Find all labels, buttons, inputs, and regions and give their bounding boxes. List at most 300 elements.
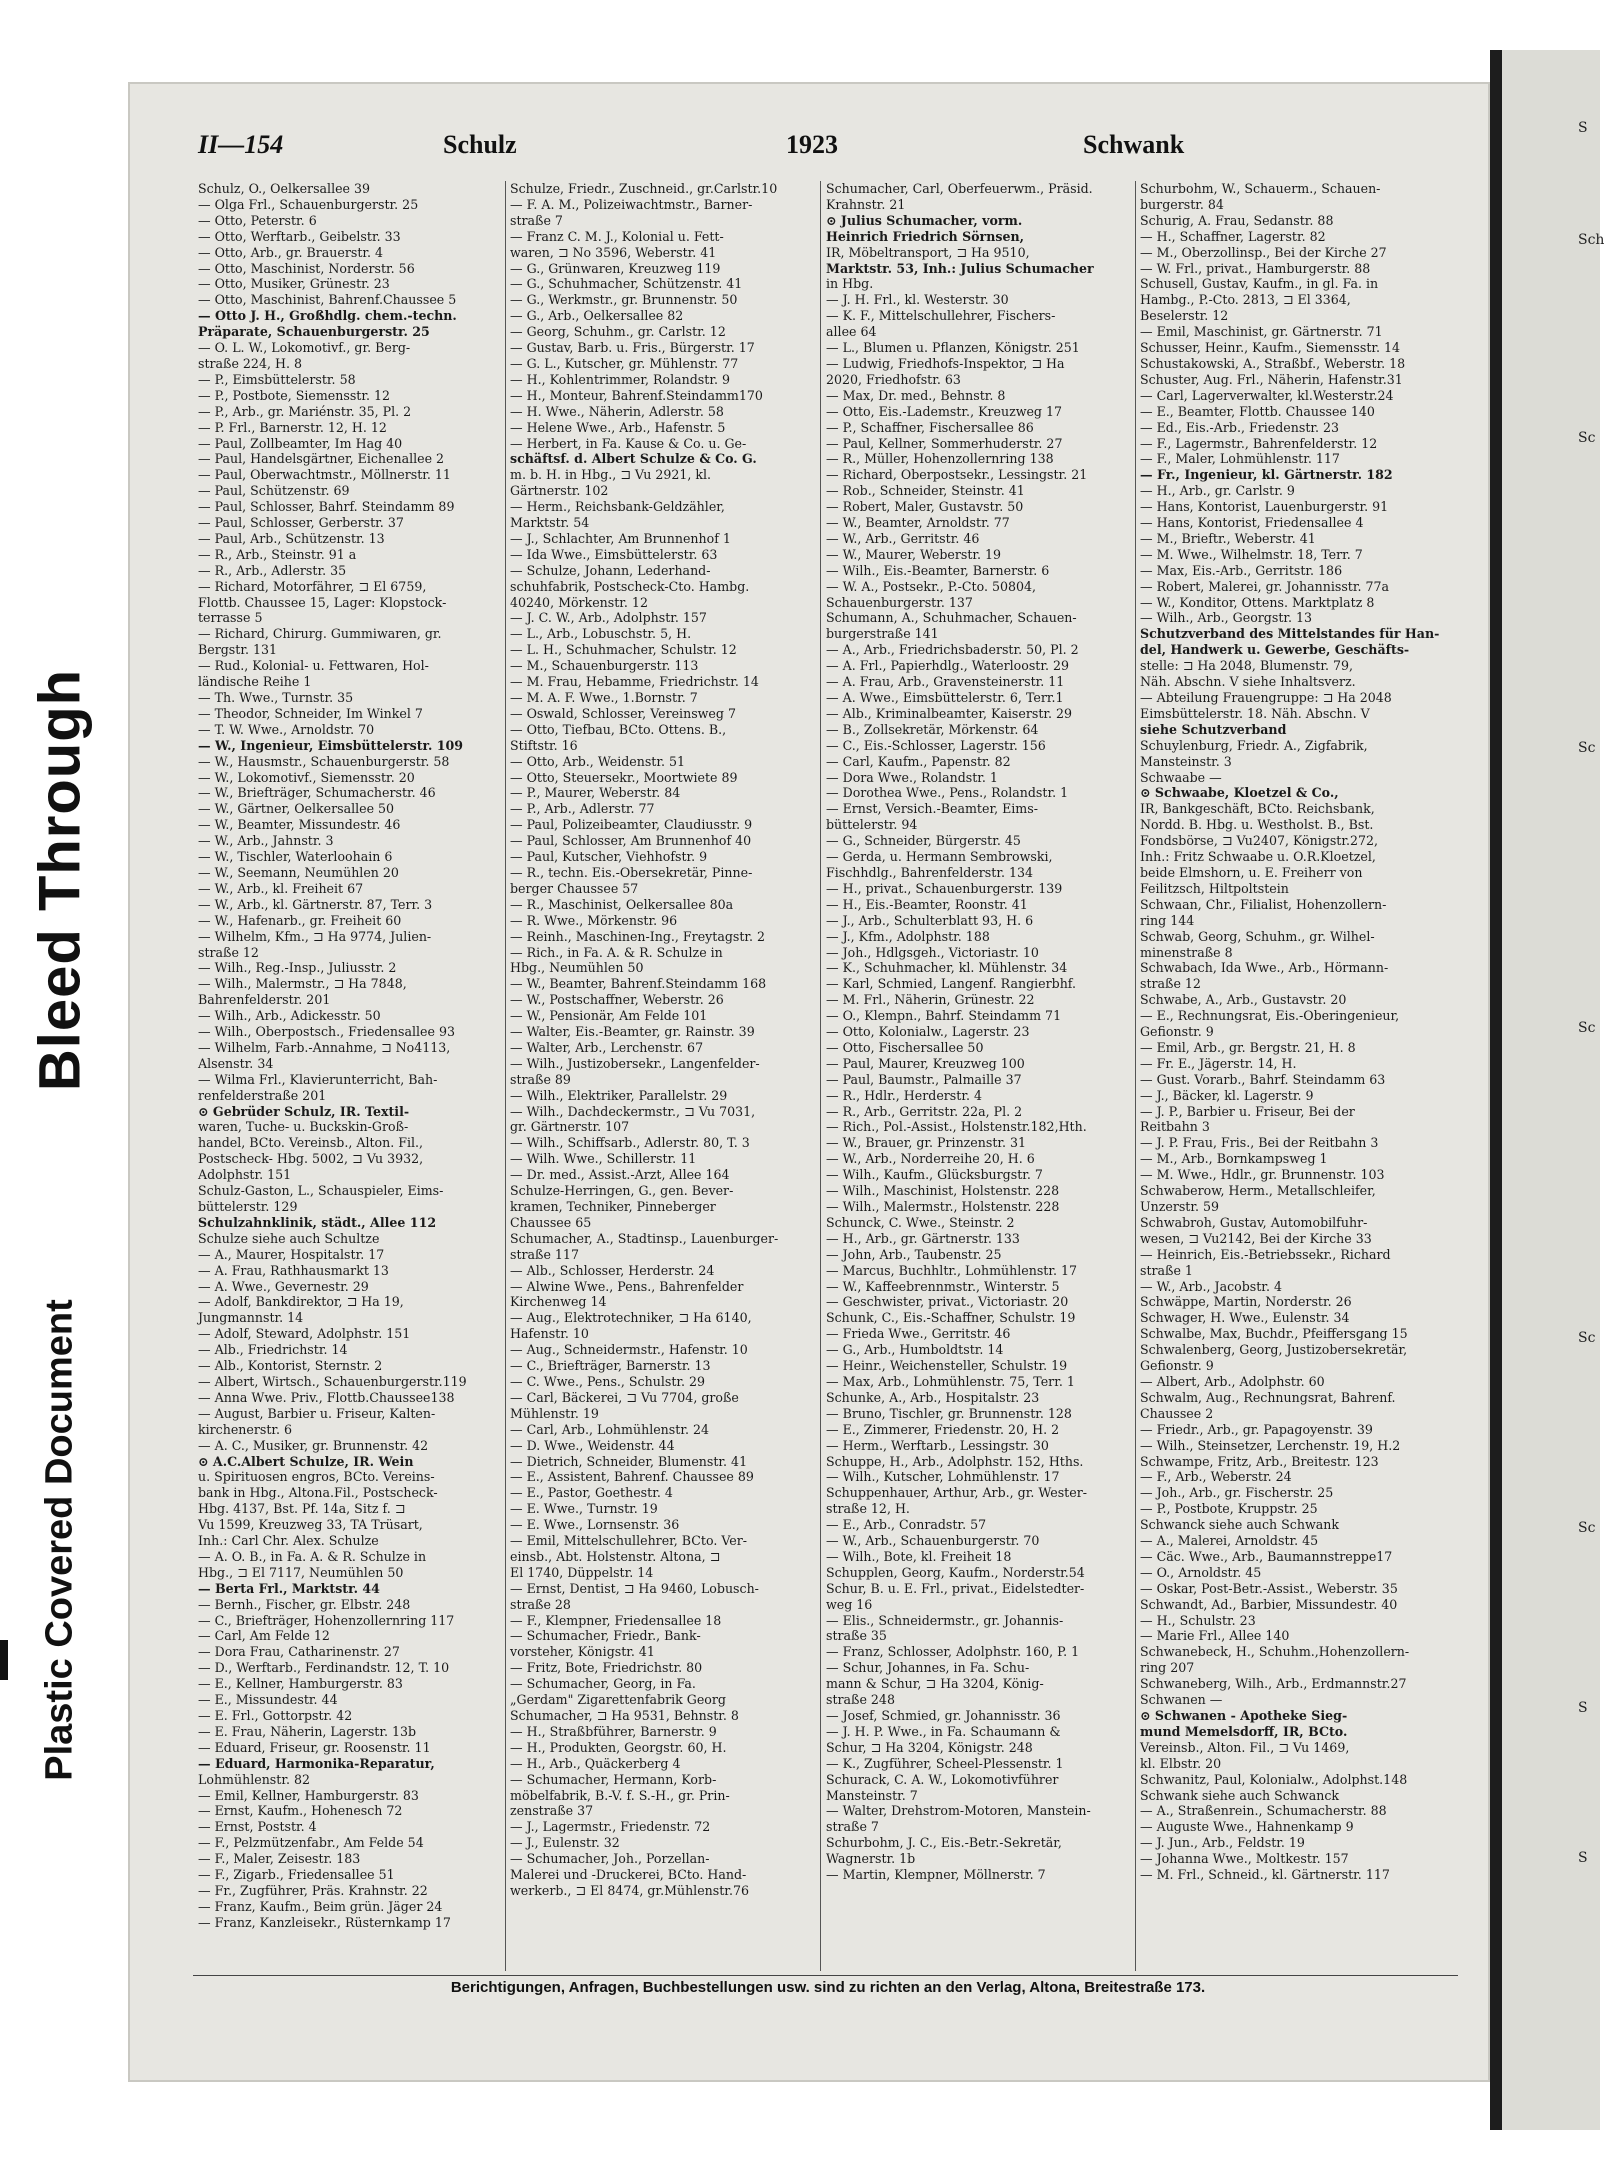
entries-column-2 — [510, 181, 822, 1981]
directory-page — [128, 82, 1490, 2082]
directory-entry-line: — Marie Frl., Allee 140 — [1140, 1628, 1290, 1644]
directory-entry-line: Schuylenburg, Friedr. A., Zigfabrik, — [1140, 737, 1368, 753]
directory-entry-line: Stiftstr. 16 — [510, 737, 578, 753]
directory-entry-line: — Wilh. Wwe., Schillerstr. 11 — [510, 1151, 697, 1167]
directory-entry-line: zenstraße 37 — [510, 1803, 594, 1819]
directory-entry-line: — Max, Dr. med., Behnstr. 8 — [826, 387, 1006, 403]
entries-column-1 — [198, 181, 508, 1981]
directory-entry-line: ⊙ Schwanen - Apotheke Sieg- — [1140, 1708, 1348, 1723]
directory-entry-line: Schulz-Gaston, L., Schauspieler, Eims- — [198, 1183, 444, 1199]
directory-entry-line: Schuppe, H., Arb., Adolphstr. 152, Hths. — [826, 1453, 1084, 1469]
directory-entry-line: — Otto J. H., Großhdlg. chem.-techn. — [198, 308, 457, 324]
directory-entry-line: — Otto, Steuersekr., Moortwiete 89 — [510, 769, 738, 785]
directory-entry-line: — Dr. med., Assist.-Arzt, Allee 164 — [510, 1167, 730, 1183]
directory-entry-line: — Ludwig, Friedhofs-Inspektor, ⊐ Ha — [826, 355, 1065, 371]
directory-entry-line: — Karl, Schmied, Langenf. Rangierbhf. — [826, 976, 1077, 992]
directory-entry-line: Schwalm, Aug., Rechnungsrat, Bahrenf. — [1140, 1389, 1396, 1405]
directory-entry-line: — Schur, Johannes, in Fa. Schu- — [826, 1660, 1030, 1676]
directory-entry-line: — Albert, Wirtsch., Schauenburgerstr.119 — [198, 1373, 467, 1389]
adjacent-page-fragment: Sc — [1578, 430, 1596, 446]
directory-entry-line: Schwabach, Ida Wwe., Arb., Hörmann- — [1140, 960, 1389, 976]
directory-entry-line: — K. F., Mittelschullehrer, Fischers- — [826, 308, 1056, 324]
directory-entry-line: Schwandt, Ad., Barbier, Missundestr. 40 — [1140, 1596, 1398, 1612]
edge-mark — [0, 1640, 8, 1680]
directory-entry-line: — Gerda, u. Hermann Sembrowski, — [826, 849, 1053, 865]
directory-entry-line: schuhfabrik, Postscheck-Cto. Hambg. — [510, 578, 750, 594]
column-divider — [1135, 181, 1136, 1971]
directory-entry-line: — Rich., in Fa. A. & R. Schulze in — [510, 944, 723, 960]
directory-entry-line: — W., Arb., Gerritstr. 46 — [826, 530, 980, 546]
directory-entry-line: — P., Postbote, Kruppstr. 25 — [1140, 1501, 1318, 1517]
directory-entry-line: Chaussee 65 — [510, 1214, 592, 1230]
directory-entry-line: ring 207 — [1140, 1660, 1195, 1676]
directory-entry-line: terrasse 5 — [198, 610, 263, 626]
adjacent-page-fragment: Sch — [1578, 232, 1604, 248]
directory-entry-line: straße 12 — [198, 944, 259, 960]
directory-entry-line: — M., Brieftr., Weberstr. 41 — [1140, 530, 1316, 546]
directory-entry-line: — Wilh., Arb., Georgstr. 13 — [1140, 610, 1313, 626]
directory-entry-line: 2020, Friedhofstr. 63 — [826, 371, 961, 387]
directory-entry-line: — J., Bäcker, kl. Lagerstr. 9 — [1140, 1087, 1314, 1103]
directory-entry-line: — Carl, Lagerverwalter, kl.Westerstr.24 — [1140, 387, 1394, 403]
directory-entry-line: straße 12 — [1140, 976, 1201, 992]
directory-entry-line: — K., Zugführer, Scheel-Plessenstr. 1 — [826, 1755, 1064, 1771]
directory-entry-line: — Geschwister, privat., Victoriastr. 20 — [826, 1294, 1069, 1310]
directory-entry-line: — A., Malerei, Arnoldstr. 45 — [1140, 1533, 1319, 1549]
directory-entry-line: Schwank siehe auch Schwanck — [1140, 1787, 1339, 1803]
directory-entry-line: Marktstr. 54 — [510, 515, 590, 531]
directory-entry-line: Schusell, Gustav, Kaufm., in gl. Fa. in — [1140, 276, 1379, 292]
directory-entry-line: — Wilh., Dachdeckermstr., ⊐ Vu 7031, — [510, 1103, 756, 1119]
directory-entry-line: — W. Frl., privat., Hamburgerstr. 88 — [1140, 260, 1371, 276]
directory-entry-line: — Th. Wwe., Turnstr. 35 — [198, 690, 354, 705]
directory-entry-line: straße 28 — [510, 1596, 571, 1612]
directory-entry-line: Schwanitz, Paul, Kolonialw., Adolphst.148 — [1140, 1771, 1408, 1787]
adjacent-page-fragment: Sc — [1578, 1520, 1596, 1536]
directory-entry-line: — C., Eis.-Schlosser, Lagerstr. 156 — [826, 737, 1046, 753]
directory-entry-line: — M., Schauenburgerstr. 113 — [510, 658, 699, 674]
directory-entry-line: renfelderstraße 201 — [198, 1087, 327, 1103]
directory-entry-line: — Fr., Zugführer, Präs. Krahnstr. 22 — [198, 1882, 428, 1898]
directory-entry-line: — E., Missundestr. 44 — [198, 1692, 338, 1708]
directory-entry-line: minenstraße 8 — [1140, 944, 1233, 960]
directory-entry-line: — Wilh., Malermstr., ⊐ Ha 7848, — [198, 976, 407, 992]
directory-entry-line: Hambg., P.-Cto. 2813, ⊐ El 3364, — [1140, 292, 1351, 308]
directory-entry-line: — J. H. Frl., kl. Westerstr. 30 — [826, 292, 1009, 308]
directory-entry-line: — M. Frl., Näherin, Grünestr. 22 — [826, 992, 1035, 1008]
directory-entry-line: — Hans, Kontorist, Friedensallee 4 — [1140, 515, 1364, 531]
directory-entry-line: — Anna Wwe. Priv., Flottb.Chaussee138 — [198, 1389, 455, 1405]
directory-entry-line: — D., Werftarb., Ferdinandstr. 12, T. 10 — [198, 1660, 450, 1676]
directory-entry-line: — Richard, Motorfährer, ⊐ El 6759, — [198, 578, 427, 594]
directory-entry-line: — Wilh., Eis.-Beamter, Barnerstr. 6 — [826, 562, 1050, 578]
directory-entry-line: — H., Straßbführer, Barnerstr. 9 — [510, 1723, 717, 1739]
directory-entry-line: — R., Arb., Steinstr. 91 a — [198, 546, 357, 562]
directory-entry-line: — Paul, Schlosser, Bahrf. Steindamm 89 — [198, 499, 455, 515]
directory-entry-line: Schusser, Heinr., Kaufm., Siemensstr. 14 — [1140, 340, 1401, 356]
directory-entry-line: Inh.: Fritz Schwaabe u. O.R.Kloetzel, — [1140, 849, 1376, 865]
directory-entry-line: — W., Hausmstr., Schauenburgerstr. 58 — [198, 753, 450, 769]
directory-entry-line: — Paul, Schützenstr. 69 — [198, 483, 350, 499]
directory-entry-line: — Wilma Frl., Klavierunterricht, Bah- — [198, 1071, 438, 1087]
directory-entry-line: Schuster, Aug. Frl., Näherin, Hafenstr.31 — [1140, 371, 1403, 387]
directory-entry-line: Schunke, A., Arb., Hospitalstr. 23 — [826, 1389, 1040, 1405]
directory-entry-line: u. Spirituosen engros, BCto. Vereins- — [198, 1469, 435, 1485]
directory-entry-line: Schwampe, Fritz, Arb., Breitestr. 123 — [1140, 1453, 1379, 1469]
directory-entry-line: wesen, ⊐ Vu2142, Bei der Kirche 33 — [1140, 1230, 1372, 1246]
directory-entry-line: — Wilh., Reg.-Insp., Juliusstr. 2 — [198, 960, 397, 976]
directory-entry-line: — Wilhelm, Farb.-Annahme, ⊐ No4113, — [198, 1039, 451, 1055]
directory-entry-line: Schuppenhauer, Arthur, Arb., gr. Wester- — [826, 1485, 1087, 1501]
directory-entry-line: — Max, Arb., Lohmühlenstr. 75, Terr. 1 — [826, 1373, 1075, 1389]
directory-entry-line: — Rob., Schneider, Steinstr. 41 — [826, 483, 1025, 499]
directory-entry-line: — W., Gärtner, Oelkersallee 50 — [198, 801, 395, 817]
directory-entry-line: — Alwine Wwe., Pens., Bahrenfelder — [510, 1278, 744, 1294]
directory-entry-line: — W., Kaffeebrennmstr., Winterstr. 5 — [826, 1278, 1060, 1294]
directory-entry-line: Nordd. B. Hbg. u. Westholst. B., Bst. — [1140, 817, 1374, 833]
directory-entry-line: Vu 1599, Kreuzweg 33, TA Trüsart, — [198, 1517, 423, 1533]
directory-entry-line: — August, Barbier u. Friseur, Kalten- — [198, 1405, 436, 1421]
directory-entry-line: — G., Werkmstr., gr. Brunnenstr. 50 — [510, 292, 738, 308]
directory-entry-line: — M. Wwe., Wilhelmstr. 18, Terr. 7 — [1140, 546, 1363, 562]
directory-entry-line: — W., Maurer, Weberstr. 19 — [826, 546, 1002, 562]
side-label-panel — [0, 0, 120, 2177]
directory-entry-line: straße 1 — [1140, 1262, 1193, 1278]
directory-entry-line: — H., Produkten, Georgstr. 60, H. — [510, 1739, 727, 1755]
directory-entry-line: — Fritz, Bote, Friedrichstr. 80 — [510, 1660, 703, 1676]
entries-column-4 — [1140, 181, 1455, 1981]
directory-entry-line: — Carl, Bäckerei, ⊐ Vu 7704, große — [510, 1389, 739, 1405]
directory-entry-line: — Oswald, Schlosser, Vereinsweg 7 — [510, 705, 736, 721]
directory-entry-line: — H., Schulstr. 23 — [1140, 1612, 1256, 1628]
directory-entry-line: — J., Kfm., Adolphstr. 188 — [826, 928, 990, 944]
directory-entry-line: — Otto, Arb., gr. Brauerstr. 4 — [198, 244, 384, 260]
directory-entry-line: — Eduard, Friseur, gr. Roosenstr. 11 — [198, 1739, 431, 1755]
directory-entry-line: — Paul, Baumstr., Palmaille 37 — [826, 1071, 1022, 1087]
directory-entry-line: — A. O. B., in Fa. A. & R. Schulze in — [198, 1548, 427, 1564]
directory-entry-line: — R., Müller, Hohenzollernring 138 — [826, 451, 1054, 467]
directory-entry-line: — L., Blumen u. Pflanzen, Königstr. 251 — [826, 340, 1080, 356]
directory-entry-line: — Walter, Arb., Lerchenstr. 67 — [510, 1039, 704, 1055]
directory-entry-line: — Otto, Eis.-Lademstr., Kreuzweg 17 — [826, 403, 1063, 419]
header-year: 1923 — [786, 130, 838, 159]
directory-entry-line: ⊙ A.C.Albert Schulze, IR. Wein — [198, 1453, 414, 1469]
directory-entry-line: — W. A., Postsekr., P.-Cto. 50804, — [826, 578, 1037, 594]
directory-entry-line: — Carl, Arb., Lohmühlenstr. 24 — [510, 1421, 709, 1437]
directory-entry-line: — Joh., Arb., gr. Fischerstr. 25 — [1140, 1485, 1334, 1501]
directory-entry-line: Alsenstr. 34 — [198, 1055, 274, 1071]
directory-entry-line: — E. Frau, Näherin, Lagerstr. 13b — [198, 1723, 417, 1739]
directory-entry-line: Beselerstr. 12 — [1140, 308, 1229, 324]
directory-entry-line: — Herm., Werftarb., Lessingstr. 30 — [826, 1437, 1049, 1453]
directory-entry-line: El 1740, Düppelstr. 14 — [510, 1564, 654, 1580]
directory-entry-line: — P., Postbote, Siemensstr. 12 — [198, 387, 391, 403]
directory-entry-line: straße 117 — [510, 1246, 579, 1262]
directory-entry-line: — Dora Frau, Catharinenstr. 27 — [198, 1644, 400, 1660]
directory-entry-line: — H., Arb., Quäckerberg 4 — [510, 1755, 681, 1771]
directory-entry-line: — H., privat., Schauenburgerstr. 139 — [826, 880, 1063, 896]
directory-entry-line: waren, ⊐ No 3596, Weberstr. 41 — [510, 244, 717, 260]
directory-entry-line: — W., Arb., Jahnstr. 3 — [198, 833, 334, 849]
directory-entry-line: — W., Arb., Jacobstr. 4 — [1140, 1278, 1282, 1294]
directory-entry-line: — W., Konditor, Ottens. Marktplatz 8 — [1140, 594, 1375, 610]
directory-entry-line: Schwäppe, Martin, Norderstr. 26 — [1140, 1294, 1352, 1310]
adjacent-page-fragment: S — [1578, 1850, 1588, 1866]
directory-entry-line: — Albert, Arb., Adolphstr. 60 — [1140, 1373, 1325, 1389]
directory-entry-line: Hbg., Neumühlen 50 — [510, 960, 644, 976]
directory-entry-line: — F., Klempner, Friedensallee 18 — [510, 1612, 722, 1628]
directory-entry-line: stelle: ⊐ Ha 2048, Blumenstr. 79, — [1140, 658, 1354, 674]
directory-entry-line: — Otto, Tiefbau, BCto. Ottens. B., — [510, 721, 727, 737]
directory-entry-line: — G., Arb., Humboldtstr. 14 — [826, 1342, 1004, 1358]
directory-entry-line: kirchenerstr. 6 — [198, 1421, 293, 1437]
directory-entry-line: — E., Zimmerer, Friedenstr. 20, H. 2 — [826, 1421, 1060, 1437]
directory-entry-line: — Richard, Chirurg. Gummiwaren, gr. — [198, 626, 442, 642]
directory-entry-line: — A., Straßenrein., Schumacherstr. 88 — [1140, 1803, 1387, 1819]
directory-entry-line: — Joh., Hdlgsgeh., Victoriastr. 10 — [826, 944, 1039, 960]
directory-entry-line: Schurig, A. Frau, Sedanstr. 88 — [1140, 212, 1334, 228]
directory-entry-line: — W., Hafenarb., gr. Freiheit 60 — [198, 912, 402, 928]
directory-entry-line: — M., Arb., Bornkampsweg 1 — [1140, 1151, 1328, 1167]
directory-entry-line: — Adolf, Bankdirektor, ⊐ Ha 19, — [198, 1294, 404, 1310]
directory-entry-line: — R., Maschinist, Oelkersallee 80a — [510, 896, 734, 912]
directory-entry-line: — R., Hdlr., Herderstr. 4 — [826, 1087, 982, 1103]
directory-entry-line: — F., Maler, Lohmühlenstr. 117 — [1140, 451, 1340, 467]
directory-entry-line: 40240, Mörkenstr. 12 — [510, 594, 648, 610]
directory-entry-line: burgerstr. 84 — [1140, 196, 1224, 212]
directory-entry-line: — Ernst, Poststr. 4 — [198, 1819, 317, 1835]
directory-entry-line: Schwab, Georg, Schuhm., gr. Wilhel- — [1140, 928, 1375, 944]
directory-entry-line: — Josef, Schmied, gr. Johannisstr. 36 — [826, 1708, 1061, 1723]
directory-entry-line: kl. Elbstr. 20 — [1140, 1755, 1222, 1771]
directory-entry-line: — Paul, Arb., Schützenstr. 13 — [198, 530, 385, 546]
directory-entry-line: Hbg. 4137, Bst. Pf. 14a, Sitz f. ⊐ — [198, 1501, 406, 1517]
directory-entry-line: allee 64 — [826, 324, 877, 340]
directory-entry-line: — J., Arb., Schulterblatt 93, H. 6 — [826, 912, 1034, 928]
directory-entry-line: Schutzverband des Mittelstandes für Han- — [1140, 626, 1440, 642]
directory-entry-line: — J., Eulenstr. 32 — [510, 1835, 620, 1851]
directory-entry-line: — M., Oberzollinsp., Bei der Kirche 27 — [1140, 244, 1387, 260]
directory-entry-line: — P., Arb., gr. Mariénstr. 35, Pl. 2 — [198, 403, 412, 419]
directory-entry-line: — G. L., Kutscher, gr. Mühlenstr. 77 — [510, 355, 739, 371]
directory-entry-line: — Fr. E., Jägerstr. 14, H. — [1140, 1055, 1297, 1071]
directory-entry-line: — J., Lagermstr., Friedenstr. 72 — [510, 1819, 711, 1835]
directory-entry-line: ⊙ Gebrüder Schulz, IR. Textil- — [198, 1103, 410, 1119]
directory-entry-line: — Heinrich, Eis.-Betriebssekr., Richard — [1140, 1246, 1391, 1262]
directory-entry-line: gr. Gärtnerstr. 107 — [510, 1119, 630, 1135]
directory-entry-line: — Dora Wwe., Rolandstr. 1 — [826, 769, 998, 785]
directory-entry-line: Inh.: Carl Chr. Alex. Schulze — [198, 1533, 379, 1549]
directory-entry-line: — Otto, Musiker, Grünestr. 23 — [198, 276, 390, 292]
directory-entry-line: — Reinh., Maschinen-Ing., Freytagstr. 2 — [510, 928, 766, 944]
directory-entry-line: Schwaabe — — [1140, 769, 1222, 785]
directory-entry-line: Fondsbörse, ⊐ Vu2407, Königstr.272, — [1140, 833, 1379, 849]
directory-entry-line: — Wilh., Steinsetzer, Lerchenstr. 19, H.2 — [1140, 1437, 1401, 1453]
directory-entry-line: — L., Arb., Lobuschstr. 5, H. — [510, 626, 692, 642]
directory-entry-line: — Schulze, Johann, Lederhand- — [510, 562, 711, 578]
directory-entry-line: — E., Beamter, Flottb. Chaussee 140 — [1140, 403, 1375, 419]
directory-entry-line: — Wilh., Justizobersekr., Langenfelder- — [510, 1055, 760, 1071]
directory-entry-line: Schauenburgerstr. 137 — [826, 594, 973, 610]
directory-entry-line: — Alb., Schlosser, Herderstr. 24 — [510, 1262, 715, 1278]
directory-entry-line: m. b. H. in Hbg., ⊐ Vu 2921, kl. — [510, 467, 712, 483]
directory-entry-line: ⊙ Julius Schumacher, vorm. — [826, 212, 1023, 228]
directory-entry-line: mann & Schur, ⊐ Ha 3204, König- — [826, 1676, 1044, 1692]
directory-entry-line: Schwanebeck, H., Schuhm.,Hohenzollern- — [1140, 1644, 1410, 1660]
directory-entry-line: — A. Frau, Rathhausmarkt 13 — [198, 1262, 389, 1278]
directory-entry-line: — Oskar, Post-Betr.-Assist., Weberstr. 35 — [1140, 1580, 1398, 1596]
column-divider — [505, 181, 506, 1971]
header-last-name: Schwank — [1083, 130, 1185, 159]
directory-entry-line: — Ed., Eis.-Arb., Friedenstr. 23 — [1140, 419, 1340, 435]
directory-entry-line: siehe Schutzverband — [1140, 721, 1287, 737]
directory-entry-line: Bahrenfelderstr. 201 — [198, 992, 331, 1008]
directory-entry-line: — Max, Eis.-Arb., Gerritstr. 186 — [1140, 562, 1343, 578]
directory-entry-line: — Wilh., Elektriker, Parallelstr. 29 — [510, 1087, 728, 1103]
directory-entry-line: Schulze, Friedr., Zuschneid., gr.Carlstr.10 — [510, 181, 778, 196]
directory-entry-line: — Alb., Kriminalbeamter, Kaiserstr. 29 — [826, 705, 1073, 721]
directory-entry-line: burgerstraße 141 — [826, 626, 939, 642]
bleed-through-label: Bleed Through — [27, 668, 93, 1092]
directory-entry-line: — R., Arb., Adlerstr. 35 — [198, 562, 347, 578]
directory-entry-line: — F. A. M., Polizeiwachtmstr., Barner- — [510, 196, 753, 212]
directory-entry-line: — G., Grünwaren, Kreuzweg 119 — [510, 260, 721, 276]
directory-entry-line: — W., Ingenieur, Eimsbüttelerstr. 109 — [198, 737, 464, 753]
directory-entry-line: — Martin, Klempner, Möllnerstr. 7 — [826, 1867, 1046, 1883]
directory-entry-line: IR, Bankgeschäft, BCto. Reichsbank, — [1140, 801, 1375, 817]
directory-entry-line: — H. Wwe., Näherin, Adlerstr. 58 — [510, 403, 724, 419]
directory-entry-line: Malerei und -Druckerei, BCto. Hand- — [510, 1867, 747, 1883]
directory-entry-line: — Robert, Malerei, gr. Johannisstr. 77a — [1140, 578, 1390, 594]
directory-entry-line: — Wilh., Oberpostsch., Friedensallee 93 — [198, 1024, 455, 1040]
directory-entry-line: Schwanen — — [1140, 1692, 1223, 1708]
directory-entry-line: Schupplen, Georg, Kaufm., Norderstr.54 — [826, 1564, 1085, 1580]
directory-entry-line: Gefionstr. 9 — [1140, 1024, 1214, 1040]
directory-entry-line: — W., Postschaffner, Weberstr. 26 — [510, 992, 724, 1008]
directory-entry-line: Schunck, C. Wwe., Steinstr. 2 — [826, 1214, 1015, 1230]
directory-entry-line: vorsteher, Königstr. 41 — [510, 1644, 655, 1660]
footer-rule — [193, 1975, 1458, 1976]
directory-entry-line: — J., Schlachter, Am Brunnenhof 1 — [510, 530, 731, 546]
directory-entry-line: — B., Zollsekretär, Mörkenstr. 64 — [826, 721, 1039, 737]
directory-entry-line: — E., Pastor, Goethestr. 4 — [510, 1485, 673, 1501]
directory-entry-line: — F., Maler, Zeisestr. 183 — [198, 1851, 361, 1867]
directory-entry-line: straße 12, H. — [826, 1501, 910, 1517]
directory-entry-line: — Otto, Peterstr. 6 — [198, 212, 317, 228]
directory-entry-line: — M. A. F. Wwe., 1.Bornstr. 7 — [510, 690, 698, 705]
directory-entry-line: — W., Briefträger, Schumacherstr. 46 — [198, 785, 436, 801]
directory-entry-line: — A., Arb., Friedrichsbaderstr. 50, Pl. 2 — [826, 642, 1079, 658]
directory-entry-line: Postscheck- Hbg. 5002, ⊐ Vu 3932, — [198, 1151, 424, 1167]
directory-entry-line: — G., Schneider, Bürgerstr. 45 — [826, 833, 1021, 849]
directory-entry-line: ⊙ Schwaabe, Kloetzel & Co., — [1140, 785, 1339, 801]
directory-entry-line: Jungmannstr. 14 — [198, 1310, 304, 1326]
directory-entry-line: Schulz, O., Oelkersallee 39 — [198, 181, 371, 196]
directory-entry-line: — Fr., Ingenieur, kl. Gärtnerstr. 182 — [1140, 467, 1393, 483]
directory-entry-line: Heinrich Friedrich Sörnsen, — [826, 228, 1024, 244]
directory-entry-line: — Paul, Handelsgärtner, Eichenallee 2 — [198, 451, 445, 467]
directory-entry-line: — Wilhelm, Kfm., ⊐ Ha 9774, Julien- — [198, 928, 432, 944]
adjacent-page-strip — [1500, 50, 1600, 2130]
directory-entry-line: — A., Maurer, Hospitalstr. 17 — [198, 1246, 385, 1262]
directory-entry-line: — Rich., Pol.-Assist., Holstenstr.182,Hth. — [826, 1119, 1087, 1135]
directory-entry-line: — Bernh., Fischer, gr. Elbstr. 248 — [198, 1596, 411, 1612]
directory-entry-line: — Bruno, Tischler, gr. Brunnenstr. 128 — [826, 1405, 1072, 1421]
directory-entry-line: einsb., Abt. Holstenstr. Altona, ⊐ — [510, 1548, 721, 1564]
directory-entry-line: — F., Zigarb., Friedensallee 51 — [198, 1867, 395, 1883]
adjacent-page-fragment: S — [1578, 1700, 1588, 1716]
directory-entry-line: — E., Assistent, Bahrenf. Chaussee 89 — [510, 1469, 754, 1485]
directory-entry-line: Mühlenstr. 19 — [510, 1405, 599, 1421]
directory-entry-line: Präparate, Schauenburgerstr. 25 — [198, 324, 430, 340]
directory-entry-line: Chaussee 2 — [1140, 1405, 1214, 1421]
directory-entry-line: — Paul, Kutscher, Viehhofstr. 9 — [510, 849, 708, 865]
directory-entry-line: Schurbohm, W., Schauerm., Schauen- — [1140, 181, 1381, 196]
directory-entry-line: weg 16 — [826, 1596, 873, 1612]
directory-entry-line: — Walter, Drehstrom-Motoren, Manstein- — [826, 1803, 1091, 1819]
directory-entry-line: — Gust. Vorarb., Bahrf. Steindamm 63 — [1140, 1071, 1386, 1087]
directory-entry-line: möbelfabrik, B.-V. f. S.-H., gr. Prin- — [510, 1787, 730, 1803]
directory-entry-line: Hbg., ⊐ El 7117, Neumühlen 50 — [198, 1564, 404, 1580]
directory-entry-line: Reitbahn 3 — [1140, 1119, 1210, 1135]
directory-entry-line: — Otto, Kolonialw., Lagerstr. 23 — [826, 1024, 1030, 1040]
directory-entry-line: Schumacher, A., Stadtinsp., Lauenburger- — [510, 1230, 779, 1246]
directory-entry-line: — Franz, Schlosser, Adolphstr. 160, P. 1 — [826, 1644, 1080, 1660]
directory-entry-line: beide Elmshorn, u. E. Freiherr von — [1140, 864, 1363, 880]
directory-entry-line: — C., Briefträger, Hohenzollernring 117 — [198, 1612, 455, 1628]
directory-entry-line: kramen, Techniker, Pinneberger — [510, 1199, 716, 1214]
directory-entry-line: — Paul, Zollbeamter, Im Hag 40 — [198, 435, 403, 451]
directory-entry-line: — W., Arb., Schauenburgerstr. 70 — [826, 1533, 1040, 1549]
adjacent-page-fragment: Sc — [1578, 1020, 1596, 1036]
directory-entry-line: — D. Wwe., Weidenstr. 44 — [510, 1437, 675, 1453]
directory-entry-line: — L. H., Schuhmacher, Schulstr. 12 — [510, 642, 737, 658]
directory-entry-line: straße 248 — [826, 1692, 895, 1708]
directory-entry-line: — Wilh., Schiffsarb., Adlerstr. 80, T. 3 — [510, 1135, 750, 1151]
directory-entry-line: — Wilh., Kaufm., Glücksburgstr. 7 — [826, 1167, 1043, 1183]
directory-entry-line: büttelerstr. 94 — [826, 817, 918, 833]
directory-entry-line: Lohmühlenstr. 82 — [198, 1771, 311, 1787]
directory-entry-line: straße 7 — [826, 1819, 879, 1835]
directory-entry-line: — Gustav, Barb. u. Fris., Bürgerstr. 17 — [510, 340, 755, 356]
directory-entry-line: — John, Arb., Taubenstr. 25 — [826, 1246, 1002, 1262]
directory-entry-line: — M. Frl., Schneid., kl. Gärtnerstr. 117 — [1140, 1867, 1390, 1883]
directory-entry-line: — T. W. Wwe., Arnoldstr. 70 — [198, 721, 375, 737]
directory-entry-line: Schulze siehe auch Schultze — [198, 1230, 380, 1246]
directory-entry-line: — P., Eimsbüttelerstr. 58 — [198, 371, 356, 387]
directory-entry-line: — Paul, Schlosser, Am Brunnenhof 40 — [510, 833, 752, 849]
directory-entry-line: — A. Wwe., Gevernestr. 29 — [198, 1278, 369, 1294]
directory-entry-line: Schwager, H. Wwe., Eulenstr. 34 — [1140, 1310, 1350, 1326]
directory-entry-line: — P., Schaffner, Fischersallee 86 — [826, 419, 1034, 435]
directory-entry-line: — W., Pensionär, Am Felde 101 — [510, 1008, 708, 1024]
directory-entry-line: — H., Arb., gr. Gärtnerstr. 133 — [826, 1230, 1020, 1246]
directory-entry-line: — Aug., Elektrotechniker, ⊐ Ha 6140, — [510, 1310, 752, 1326]
directory-entry-line: — Ida Wwe., Eimsbüttelerstr. 63 — [510, 546, 718, 562]
directory-entry-line: berger Chaussee 57 — [510, 880, 639, 896]
directory-entry-line: Gefionstr. 9 — [1140, 1358, 1214, 1374]
directory-entry-line: — J. P. Frau, Fris., Bei der Reitbahn 3 — [1140, 1135, 1379, 1151]
directory-entry-line: — C. Wwe., Pens., Schulstr. 29 — [510, 1373, 706, 1389]
adjacent-page-fragment: S — [1578, 120, 1588, 136]
directory-entry-line: — A. C., Musiker, gr. Brunnenstr. 42 — [198, 1437, 429, 1453]
directory-entry-line: — Schumacher, Joh., Porzellan- — [510, 1851, 710, 1867]
directory-entry-line: — H., Arb., gr. Carlstr. 9 — [1140, 483, 1295, 499]
directory-entry-line: Schurack, C. A. W., Lokomotivführer — [826, 1771, 1059, 1787]
directory-entry-line: — A. Wwe., Eimsbüttelerstr. 6, Terr.1 — [826, 690, 1064, 705]
directory-entry-line: Unzerstr. 59 — [1140, 1199, 1220, 1214]
directory-entry-line: Schustakowski, A., Straßbf., Weberstr. 18 — [1140, 355, 1406, 371]
